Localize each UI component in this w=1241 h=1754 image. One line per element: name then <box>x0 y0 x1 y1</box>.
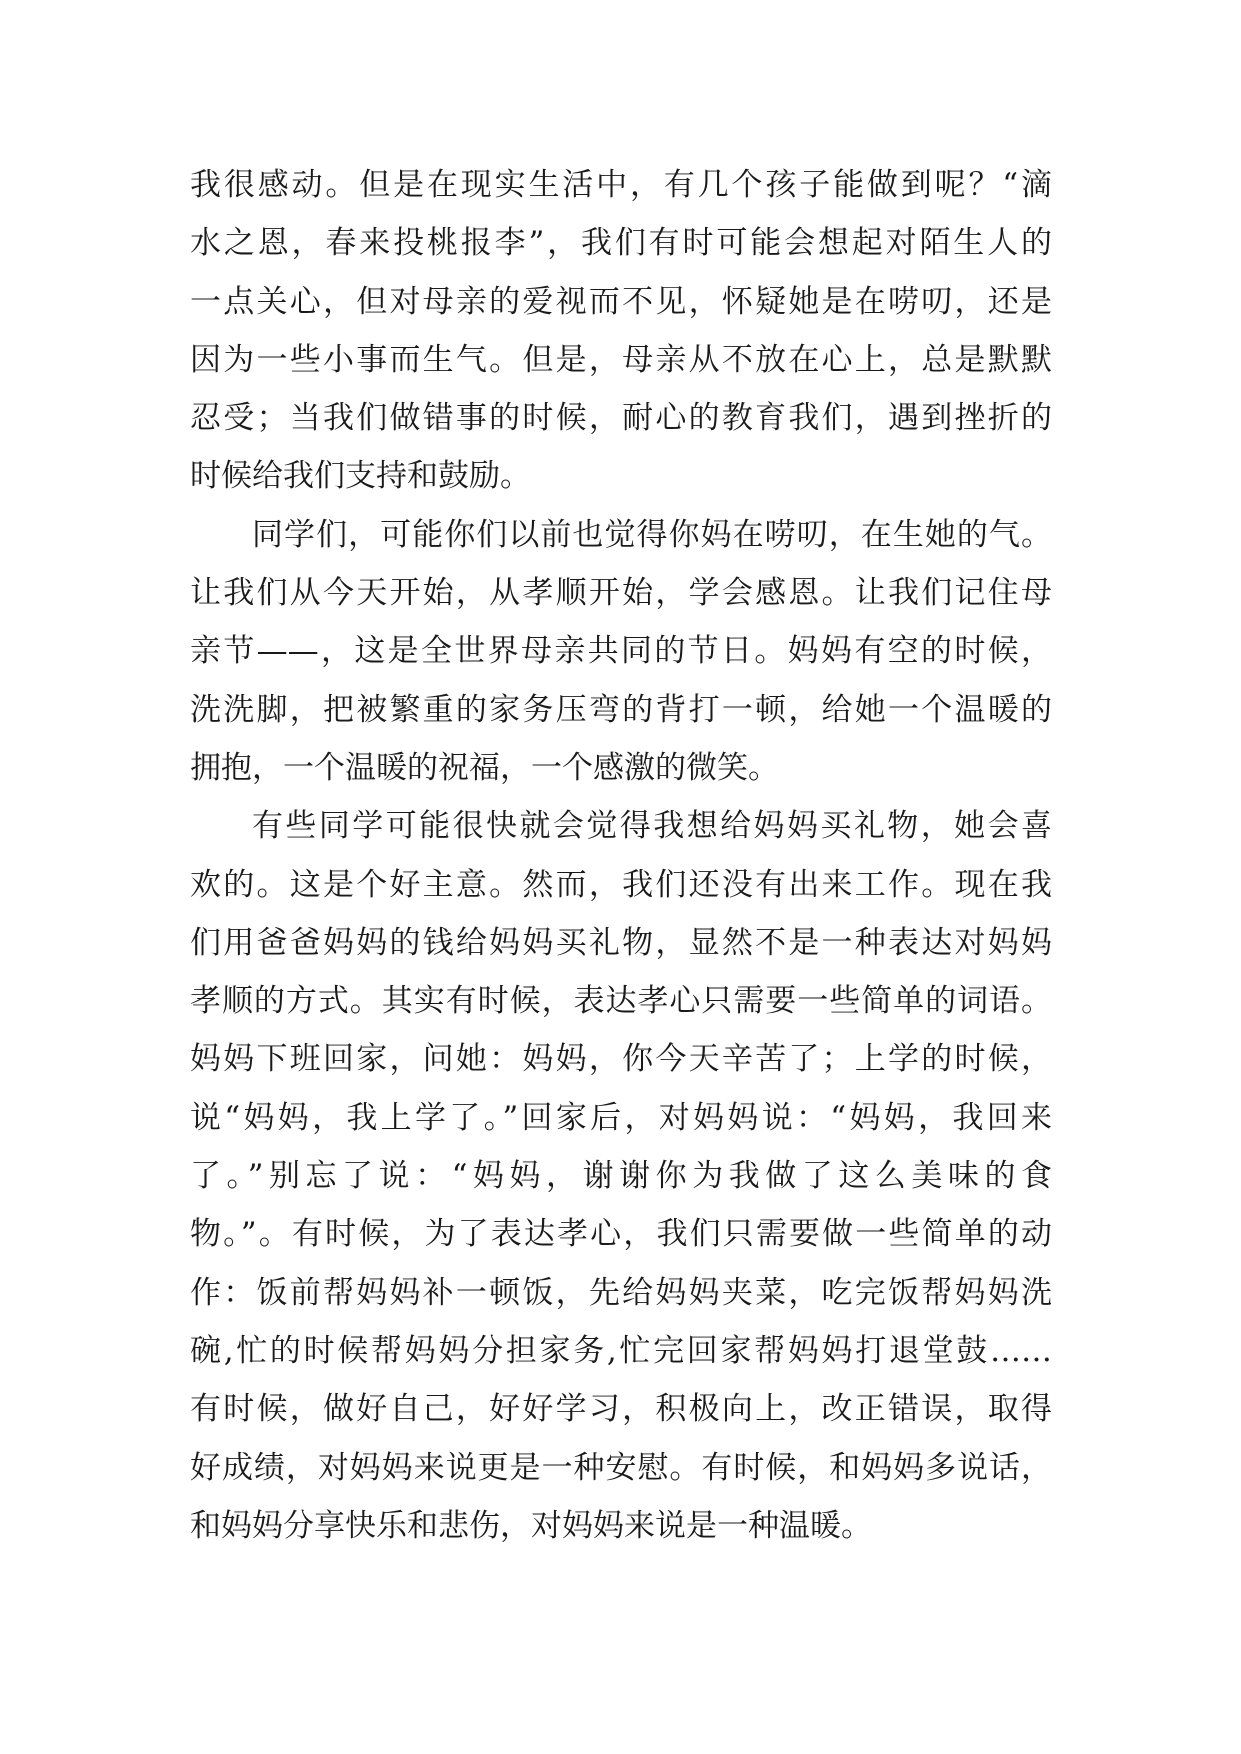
text-line: 我很感动。但是在现实生活中，有几个孩子能做到呢？“滴 <box>190 167 1052 203</box>
text-line: 忍受；当我们做错事的时候，耐心的教育我们，遇到挫折的 <box>190 400 1052 437</box>
text-line: 洗洗脚，把被繁重的家务压弯的背打一顿，给她一个温暖的 <box>190 691 1052 728</box>
text-line: 们用爸爸妈妈的钱给妈妈买礼物，显然不是一种表达对妈妈 <box>190 924 1052 961</box>
text-line: 作：饭前帮妈妈补一顿饭，先给妈妈夹菜，吃完饭帮妈妈洗 <box>190 1274 1052 1311</box>
text-line: 时候给我们支持和鼓励。 <box>190 458 531 495</box>
text-line: 好成绩，对妈妈来说更是一种安慰。有时候，和妈妈多说话， <box>190 1449 1052 1486</box>
text-line: 妈妈下班回家，问她：妈妈，你今天辛苦了；上学的时候， <box>190 1041 1052 1078</box>
text-line: 同学们，可能你们以前也觉得你妈在唠叨，在生她的气。 <box>252 516 1052 553</box>
text-line: 欢的。这是个好主意。然而，我们还没有出来工作。现在我 <box>190 866 1052 903</box>
text-line: 和妈妈分享快乐和悲伤，对妈妈来说是一种温暖。 <box>190 1507 872 1544</box>
text-line: 了。”别忘了说：“妈妈，谢谢你为我做了这么美味的食 <box>190 1158 1052 1195</box>
text-line: 亲节——，这是全世界母亲共同的节日。妈妈有空的时候， <box>190 633 1052 670</box>
text-line: 让我们从今天开始，从孝顺开始，学会感恩。让我们记住母 <box>190 575 1052 612</box>
text-line: 一点关心，但对母亲的爱视而不见，怀疑她是在唠叨，还是 <box>190 283 1052 320</box>
text-line: 孝顺的方式。其实有时候，表达孝心只需要一些简单的词语。 <box>190 983 1052 1020</box>
text-line: 物。”。有时候，为了表达孝心，我们只需要做一些简单的动 <box>190 1216 1052 1253</box>
text-line: 有时候，做好自己，好好学习，积极向上，改正错误，取得 <box>190 1391 1052 1428</box>
text-line: 有些同学可能很快就会觉得我想给妈妈买礼物，她会喜 <box>252 808 1052 845</box>
text-line: 因为一些小事而生气。但是，母亲从不放在心上，总是默默 <box>190 341 1052 378</box>
body-text <box>190 156 1052 1555</box>
text-line: 水之恩，春来投桃报李”，我们有时可能会想起对陌生人的 <box>190 225 1052 262</box>
text-line: 拥抱，一个温暖的祝福，一个感激的微笑。 <box>190 749 779 786</box>
text-line: 碗,忙的时候帮妈妈分担家务,忙完回家帮妈妈打退堂鼓…… <box>190 1332 1052 1369</box>
text-line: 说“妈妈，我上学了。”回家后，对妈妈说：“妈妈，我回来 <box>190 1099 1052 1136</box>
